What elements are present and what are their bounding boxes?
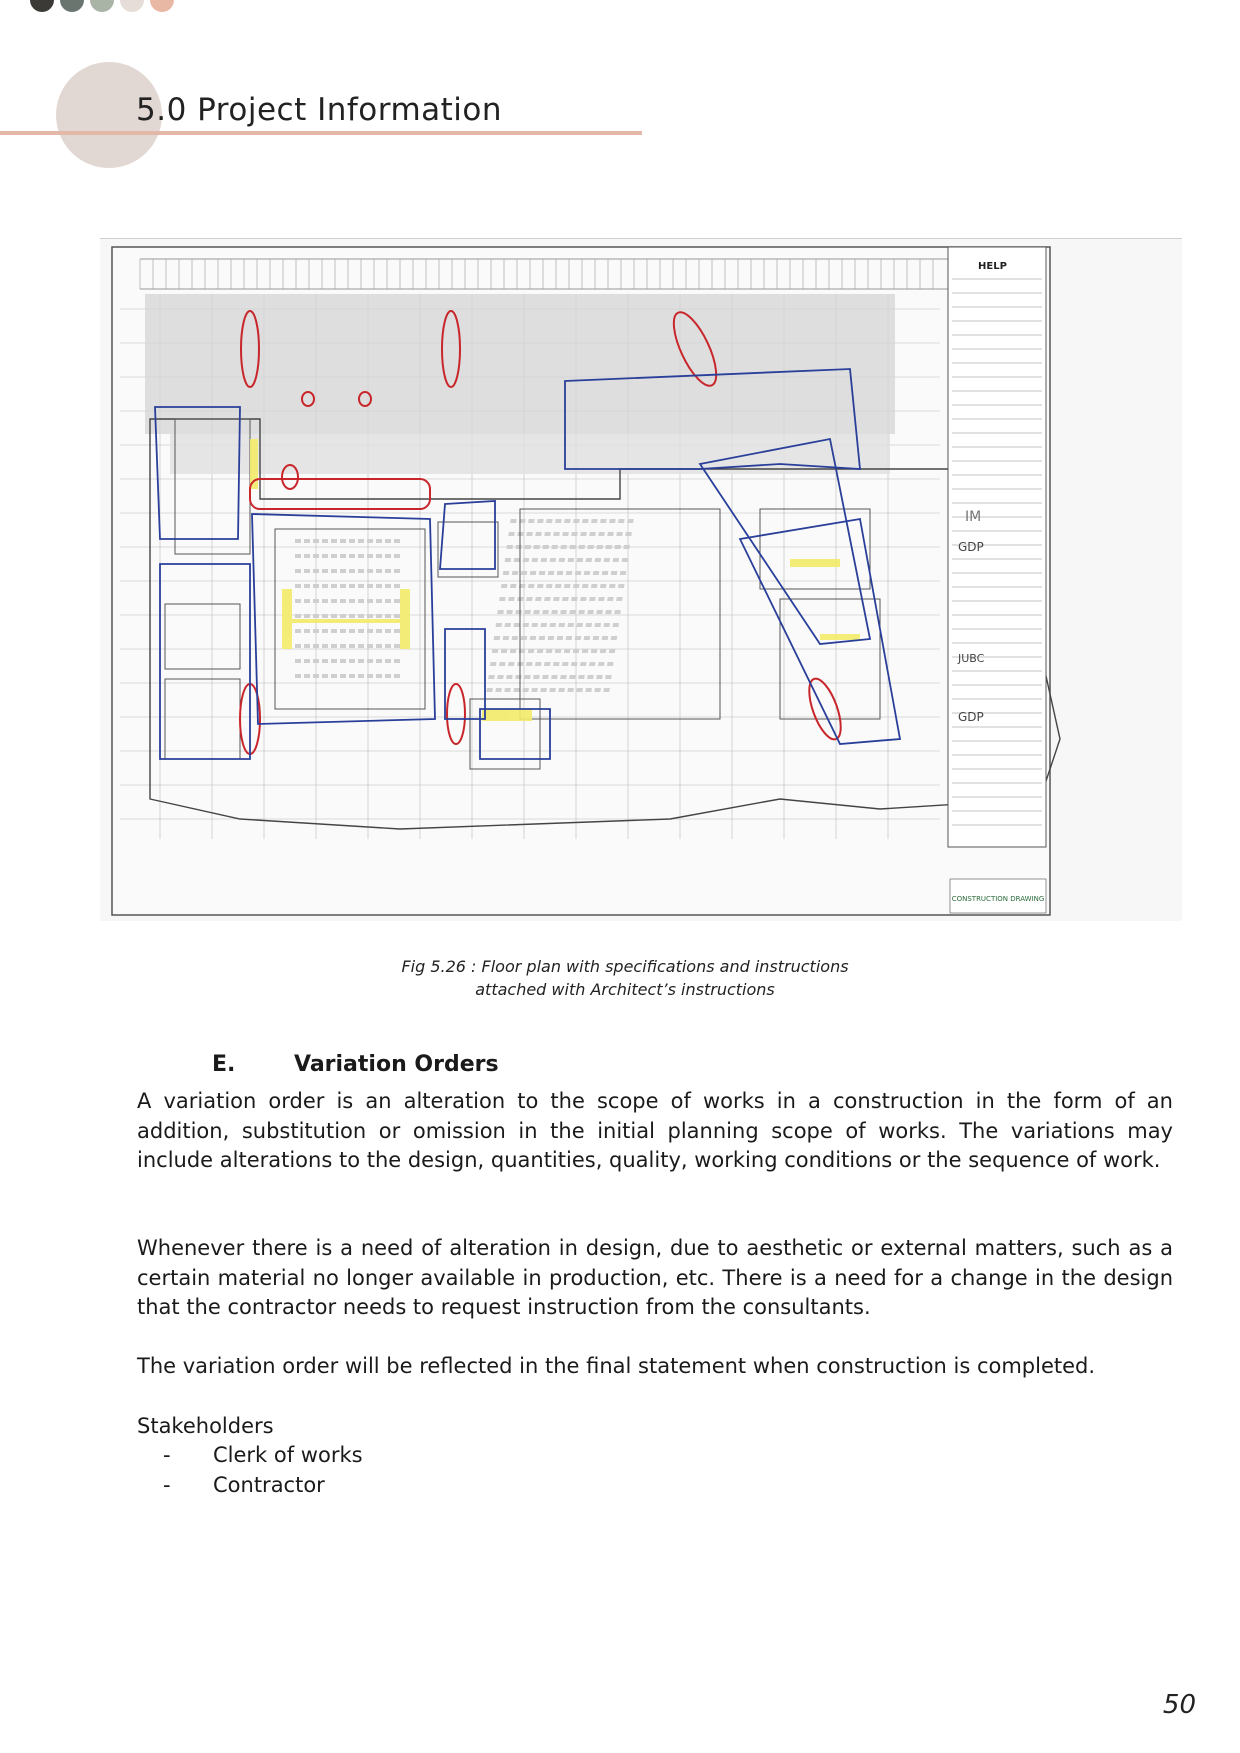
color-dot — [150, 0, 174, 12]
paragraph: A variation order is an alteration to the scope of works in a construction in the form of an addition, substitution or omission in the initial planning scope of works. The variations may include alterations to the design, quantities, quality, working conditions or the sequence of work. — [137, 1089, 1173, 1172]
floor-plan-figure — [100, 238, 1182, 921]
color-dot — [90, 0, 114, 12]
header-rule — [0, 131, 642, 135]
title-block-logo: GDP — [958, 540, 984, 554]
page-title: 5.0 Project Information — [136, 92, 503, 128]
title-block-logo: JUBC — [958, 652, 985, 665]
page-number: 50 — [1162, 1690, 1196, 1720]
title-block-logo: GDP — [958, 710, 984, 724]
color-dot — [30, 0, 54, 12]
caption-line: attached with Architect’s instructions — [475, 980, 775, 999]
paragraph: Whenever there is a need of alteration in design, due to aesthetic or external matters, such as a certain material no longer available in production, etc. There is a need for a change in the design that the contractor needs to request instruction from the consultants. — [137, 1236, 1173, 1319]
title-block-logo: HELP — [978, 261, 1007, 272]
title-block-logo: IM — [965, 509, 982, 525]
color-dot — [120, 0, 144, 12]
list-item — [137, 1471, 363, 1501]
paragraph: The variation order will be reflected in the final statement when construction is completed. — [137, 1354, 1096, 1378]
list-item — [137, 1441, 363, 1471]
figure-caption — [280, 955, 970, 1001]
section-title: Variation Orders — [294, 1052, 499, 1077]
color-dot — [60, 0, 84, 12]
floor-plan-drawing — [100, 239, 1182, 921]
construction-stamp: CONSTRUCTION DRAWING — [951, 895, 1045, 903]
stakeholder-list — [137, 1441, 363, 1500]
section-letter: E. — [212, 1052, 236, 1077]
list-bullet: - — [163, 1472, 171, 1497]
list-bullet: - — [163, 1443, 171, 1467]
list-item-label: Clerk of works — [213, 1443, 363, 1467]
caption-line: Fig 5.26 : Floor plan with specifications and instructions — [401, 957, 849, 976]
color-dots — [30, 0, 174, 12]
list-item-label: Contractor — [213, 1472, 325, 1497]
stakeholders-label: Stakeholders — [137, 1414, 274, 1438]
section-heading — [212, 1052, 499, 1077]
